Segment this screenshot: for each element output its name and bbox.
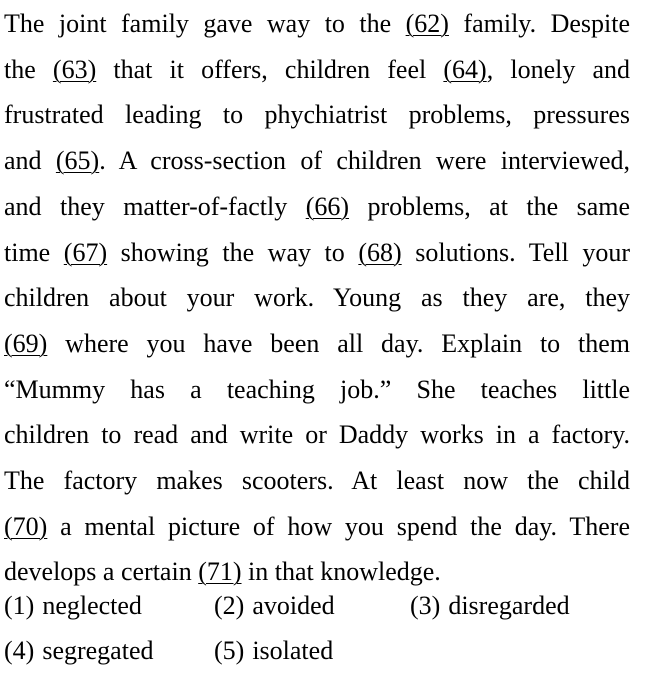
option-number: (3) (410, 591, 441, 620)
passage-line (4, 458, 630, 503)
option-text: avoided (252, 591, 335, 620)
passage-text: problems, at the same (349, 191, 630, 221)
passage-text: The joint family gave way to the (4, 9, 406, 38)
passage-line (4, 230, 630, 275)
blank-number: (70) (4, 511, 48, 541)
option-1 (4, 583, 142, 628)
option-3 (410, 583, 570, 628)
option-5 (214, 628, 333, 673)
passage-line (4, 92, 630, 137)
passage-line (4, 138, 630, 183)
passage-text: where you have been all day. Explain to them (47, 328, 630, 358)
passage-line (4, 504, 630, 549)
option-text: neglected (42, 591, 142, 620)
passage-line (4, 47, 630, 92)
option-4 (4, 628, 154, 673)
passage-text: and (4, 146, 56, 176)
passage-line (4, 275, 630, 320)
passage-text: that it offers, children feel (96, 54, 444, 84)
blank-number: (63) (52, 54, 97, 84)
option-number: (4) (4, 636, 35, 665)
blank-number: (64) (443, 54, 487, 84)
blank-number: (71) (198, 557, 242, 587)
passage-line (4, 184, 630, 229)
passage-text: in that knowledge. (241, 557, 441, 587)
passage-text: family. Despite (448, 9, 630, 38)
passage-text: showing the way to (107, 237, 359, 267)
option-2 (214, 583, 335, 628)
passage-line (4, 1, 630, 46)
passage-line (4, 412, 630, 457)
passage-text: develops a certain (4, 557, 199, 587)
passage-line (4, 367, 630, 412)
option-text: isolated (252, 636, 334, 665)
blank-number: (68) (358, 237, 402, 267)
passage-text: the (4, 54, 53, 84)
passage-text: , lonely and (486, 54, 631, 84)
option-number: (1) (4, 591, 35, 620)
blank-number: (69) (4, 328, 48, 358)
option-text: disregarded (448, 591, 570, 620)
passage-text: a mental picture of how you spend the day. There (47, 511, 630, 541)
passage-text: and they matter-of-factly (4, 191, 306, 221)
blank-number: (67) (63, 237, 108, 267)
passage-text: children about your work. Young as they are, they (4, 283, 630, 313)
passage-text: The factory makes scooters. At least now the child (4, 466, 630, 495)
passage-text: . A cross-section of children were interviewed, (99, 146, 630, 176)
passage-line (4, 321, 630, 366)
passage-text: solutions. Tell your (401, 237, 631, 267)
passage-text: frustrated leading to phychiatrist problems, pressures (4, 100, 630, 130)
option-number: (2) (214, 591, 245, 620)
option-number: (5) (214, 636, 245, 665)
blank-number: (62) (405, 9, 449, 38)
passage-text: children to read and write or Daddy works in a factory. (4, 420, 630, 450)
blank-number: (65) (55, 146, 100, 176)
option-text: segregated (42, 636, 154, 665)
passage-text: time (4, 237, 64, 267)
blank-number: (66) (305, 191, 350, 221)
passage-text: “Mummy has a teaching job.” She teaches little (4, 374, 630, 404)
